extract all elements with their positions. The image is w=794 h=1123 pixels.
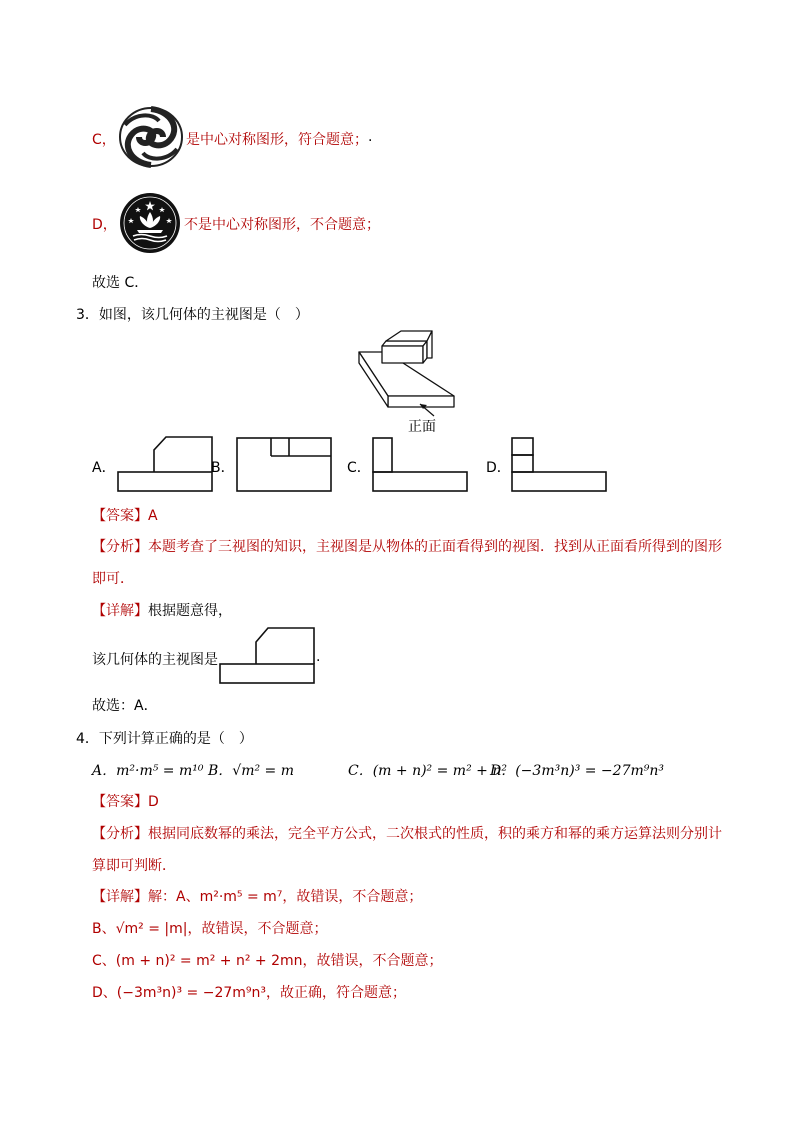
- q4-detail-d: D、(−3m³n)³ = −27m⁹n³，故正确，符合题意；: [92, 985, 406, 1001]
- q3-question: 3．如图，该几何体的主视图是（ ）: [76, 307, 309, 323]
- detail-a-text: 解：A、m²·m⁵ = m⁷，故错误，不合题意；: [148, 889, 423, 905]
- option-c-text: 是中心对称图形，符合题意；: [186, 132, 368, 148]
- swirl-logo-icon: [119, 107, 183, 167]
- analysis-text: 本题考查了三视图的知识，主视图是从物体的正面看得到的视图．找到从正面看所得到的图形: [148, 539, 722, 555]
- detail-tag: 【详解】: [92, 889, 148, 905]
- analysis-tag: 【分析】: [92, 539, 148, 555]
- q4-option-b[interactable]: B．√m² = m: [208, 763, 295, 779]
- q4-question: 4．下列计算正确的是（ ）: [76, 731, 253, 747]
- analysis-text: 根据同底数幂的乘法，完全平方公式，二次根式的性质，积的乘方和幂的乘方运算法则分别计: [148, 826, 722, 842]
- option-a-figure[interactable]: [117, 436, 213, 492]
- analysis-tag: 【分析】: [92, 826, 148, 842]
- answer-value: A: [148, 508, 158, 524]
- q4-analysis-line2: 算即可判断．: [92, 858, 176, 874]
- q2-conclusion: 故选 C．: [92, 275, 149, 291]
- option-b-label[interactable]: B．: [211, 460, 235, 476]
- q3-solid-figure: [355, 325, 460, 413]
- q3-detail: [92, 600, 232, 620]
- option-c-dot: .: [368, 129, 373, 145]
- q4-detail-a: [92, 886, 422, 906]
- option-d-figure[interactable]: [511, 437, 607, 492]
- q4-detail-c: C、(m + n)² = m² + n² + 2mn，故错误，不合题意；: [92, 953, 443, 969]
- q3-conclusion: 故选：A．: [92, 698, 158, 714]
- detail-tag: 【详解】: [92, 603, 148, 619]
- q3-analysis: [92, 536, 722, 556]
- q4-option-a[interactable]: A．m²·m⁵ = m¹⁰: [92, 763, 204, 779]
- option-d-text: 不是中心对称图形，不合题意；: [184, 217, 380, 233]
- q4-analysis: [92, 823, 722, 843]
- detail-text: 根据题意得，: [148, 603, 232, 619]
- option-c-label: C，: [92, 132, 116, 148]
- q3-result-figure: [219, 627, 316, 685]
- q3-result-text: 该几何体的主视图是: [92, 652, 218, 668]
- option-c-label[interactable]: C．: [347, 460, 371, 476]
- q4-answer: [92, 791, 159, 811]
- q4-option-d[interactable]: D．(−3m³n)³ = −27m⁹n³: [490, 763, 664, 779]
- front-label: 正面: [408, 419, 436, 435]
- answer-value: D: [148, 794, 159, 810]
- option-a-label[interactable]: A．: [92, 460, 116, 476]
- answer-tag: 【答案】: [92, 794, 148, 810]
- macau-emblem-icon: [119, 192, 181, 254]
- q3-answer: [92, 505, 158, 525]
- option-d-label: D，: [92, 217, 117, 233]
- q4-detail-b: B、√m² = |m|，故错误，不合题意；: [92, 921, 328, 937]
- q3-analysis-line2: 即可．: [92, 571, 134, 587]
- q3-result-dot: .: [316, 649, 321, 665]
- q4-option-c[interactable]: C．(m + n)² = m² + n²: [348, 763, 507, 779]
- option-c-figure[interactable]: [372, 437, 468, 492]
- option-b-figure[interactable]: [236, 437, 332, 492]
- answer-tag: 【答案】: [92, 508, 148, 524]
- option-d-label[interactable]: D．: [486, 460, 511, 476]
